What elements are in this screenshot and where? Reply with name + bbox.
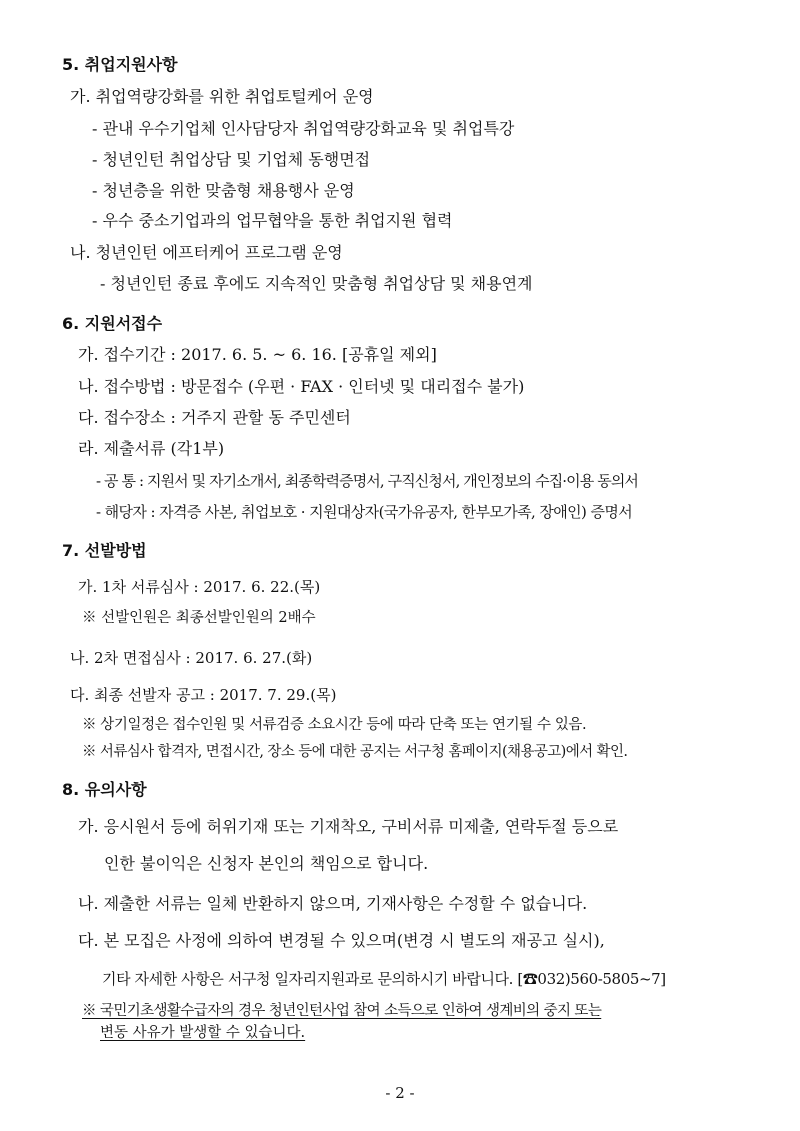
page-number: - 2 - (385, 1084, 415, 1102)
s7-ga-note: ※ 선발인원은 최종선발인원의 2배수 (82, 610, 316, 626)
section-6-title: 6. 지원서접수 (62, 314, 163, 333)
s6-item-na: 나. 접수방법 : 방문접수 (우편 · FAX · 인터넷 및 대리접수 불가) (78, 377, 525, 396)
s5-item-na: 나. 청년인턴 에프터케어 프로그램 운영 (70, 243, 343, 262)
s5-ga-bullet-3: - 청년층을 위한 맞춤형 채용행사 운영 (92, 181, 355, 200)
section-7-title: 7. 선발방법 (62, 541, 147, 560)
section-5-title: 5. 취업지원사항 (62, 55, 178, 74)
s6-item-ga: 가. 접수기간 : 2017. 6. 5. ~ 6. 16. [공휴일 제외] (78, 345, 437, 364)
s8-item-ga-line-2: 인한 불이익은 신청자 본인의 책임으로 합니다. (104, 854, 429, 873)
s5-ga-bullet-1: - 관내 우수기업체 인사담당자 취업역량강화교육 및 취업특강 (92, 119, 515, 138)
s8-item-na: 나. 제출한 서류는 일체 반환하지 않으며, 기재사항은 수정할 수 없습니다. (78, 894, 588, 913)
s7-item-da: 다. 최종 선발자 공고 : 2017. 7. 29.(목) (70, 686, 337, 704)
s7-item-na: 나. 2차 면접심사 : 2017. 6. 27.(화) (70, 649, 313, 667)
s5-na-bullet-1: - 청년인턴 종료 후에도 지속적인 맞춤형 취업상담 및 채용연계 (100, 274, 533, 293)
s5-item-ga: 가. 취업역량강화를 위한 취업토털케어 운영 (70, 87, 374, 106)
s5-ga-bullet-4: - 우수 중소기업과의 업무협약을 통한 취업지원 협력 (92, 211, 453, 230)
s6-ra-bullet-1: - 공 통 : 지원서 및 자기소개서, 최종학력증명서, 구직신청서, 개인정보의 수집·이용 동의서 (96, 472, 638, 490)
s7-item-ga: 가. 1차 서류심사 : 2017. 6. 22.(목) (78, 578, 321, 596)
s7-note-2: ※ 서류심사 합격자, 면접시간, 장소 등에 대한 공지는 서구청 홈페이지(채용공고)에서 확인. (82, 744, 628, 760)
s8-item-da-line-1: 다. 본 모집은 사정에 의하여 변경될 수 있으며(변경 시 별도의 재공고 실시), (78, 931, 605, 950)
s8-note-line-2: 변동 사유가 발생할 수 있습니다. (100, 1025, 306, 1041)
s5-ga-bullet-2: - 청년인턴 취업상담 및 기업체 동행면접 (92, 150, 371, 169)
s6-item-da: 다. 접수장소 : 거주지 관할 동 주민센터 (78, 408, 351, 427)
s8-item-ga-line-1: 가. 응시원서 등에 허위기재 또는 기재착오, 구비서류 미제출, 연락두절 등으로 (78, 817, 619, 836)
s6-item-ra: 라. 제출서류 (각1부) (78, 439, 225, 458)
s6-ra-bullet-2: - 해당자 : 자격증 사본, 취업보호 · 지원대상자(국가유공자, 한부모가족, 장애인) 증명서 (96, 503, 633, 521)
s8-item-da-line-2: 기타 자세한 사항은 서구청 일자리지원과로 문의하시기 바랍니다. [☎032)560-5805~7] (102, 970, 666, 988)
section-8-title: 8. 유의사항 (62, 780, 147, 799)
s7-note-1: ※ 상기일정은 접수인원 및 서류검증 소요시간 등에 따라 단축 또는 연기될 수 있음. (82, 717, 587, 733)
s8-note-line-1: ※ 국민기초생활수급자의 경우 청년인턴사업 참여 소득으로 인하여 생계비의 중지 또는 (82, 1003, 602, 1019)
